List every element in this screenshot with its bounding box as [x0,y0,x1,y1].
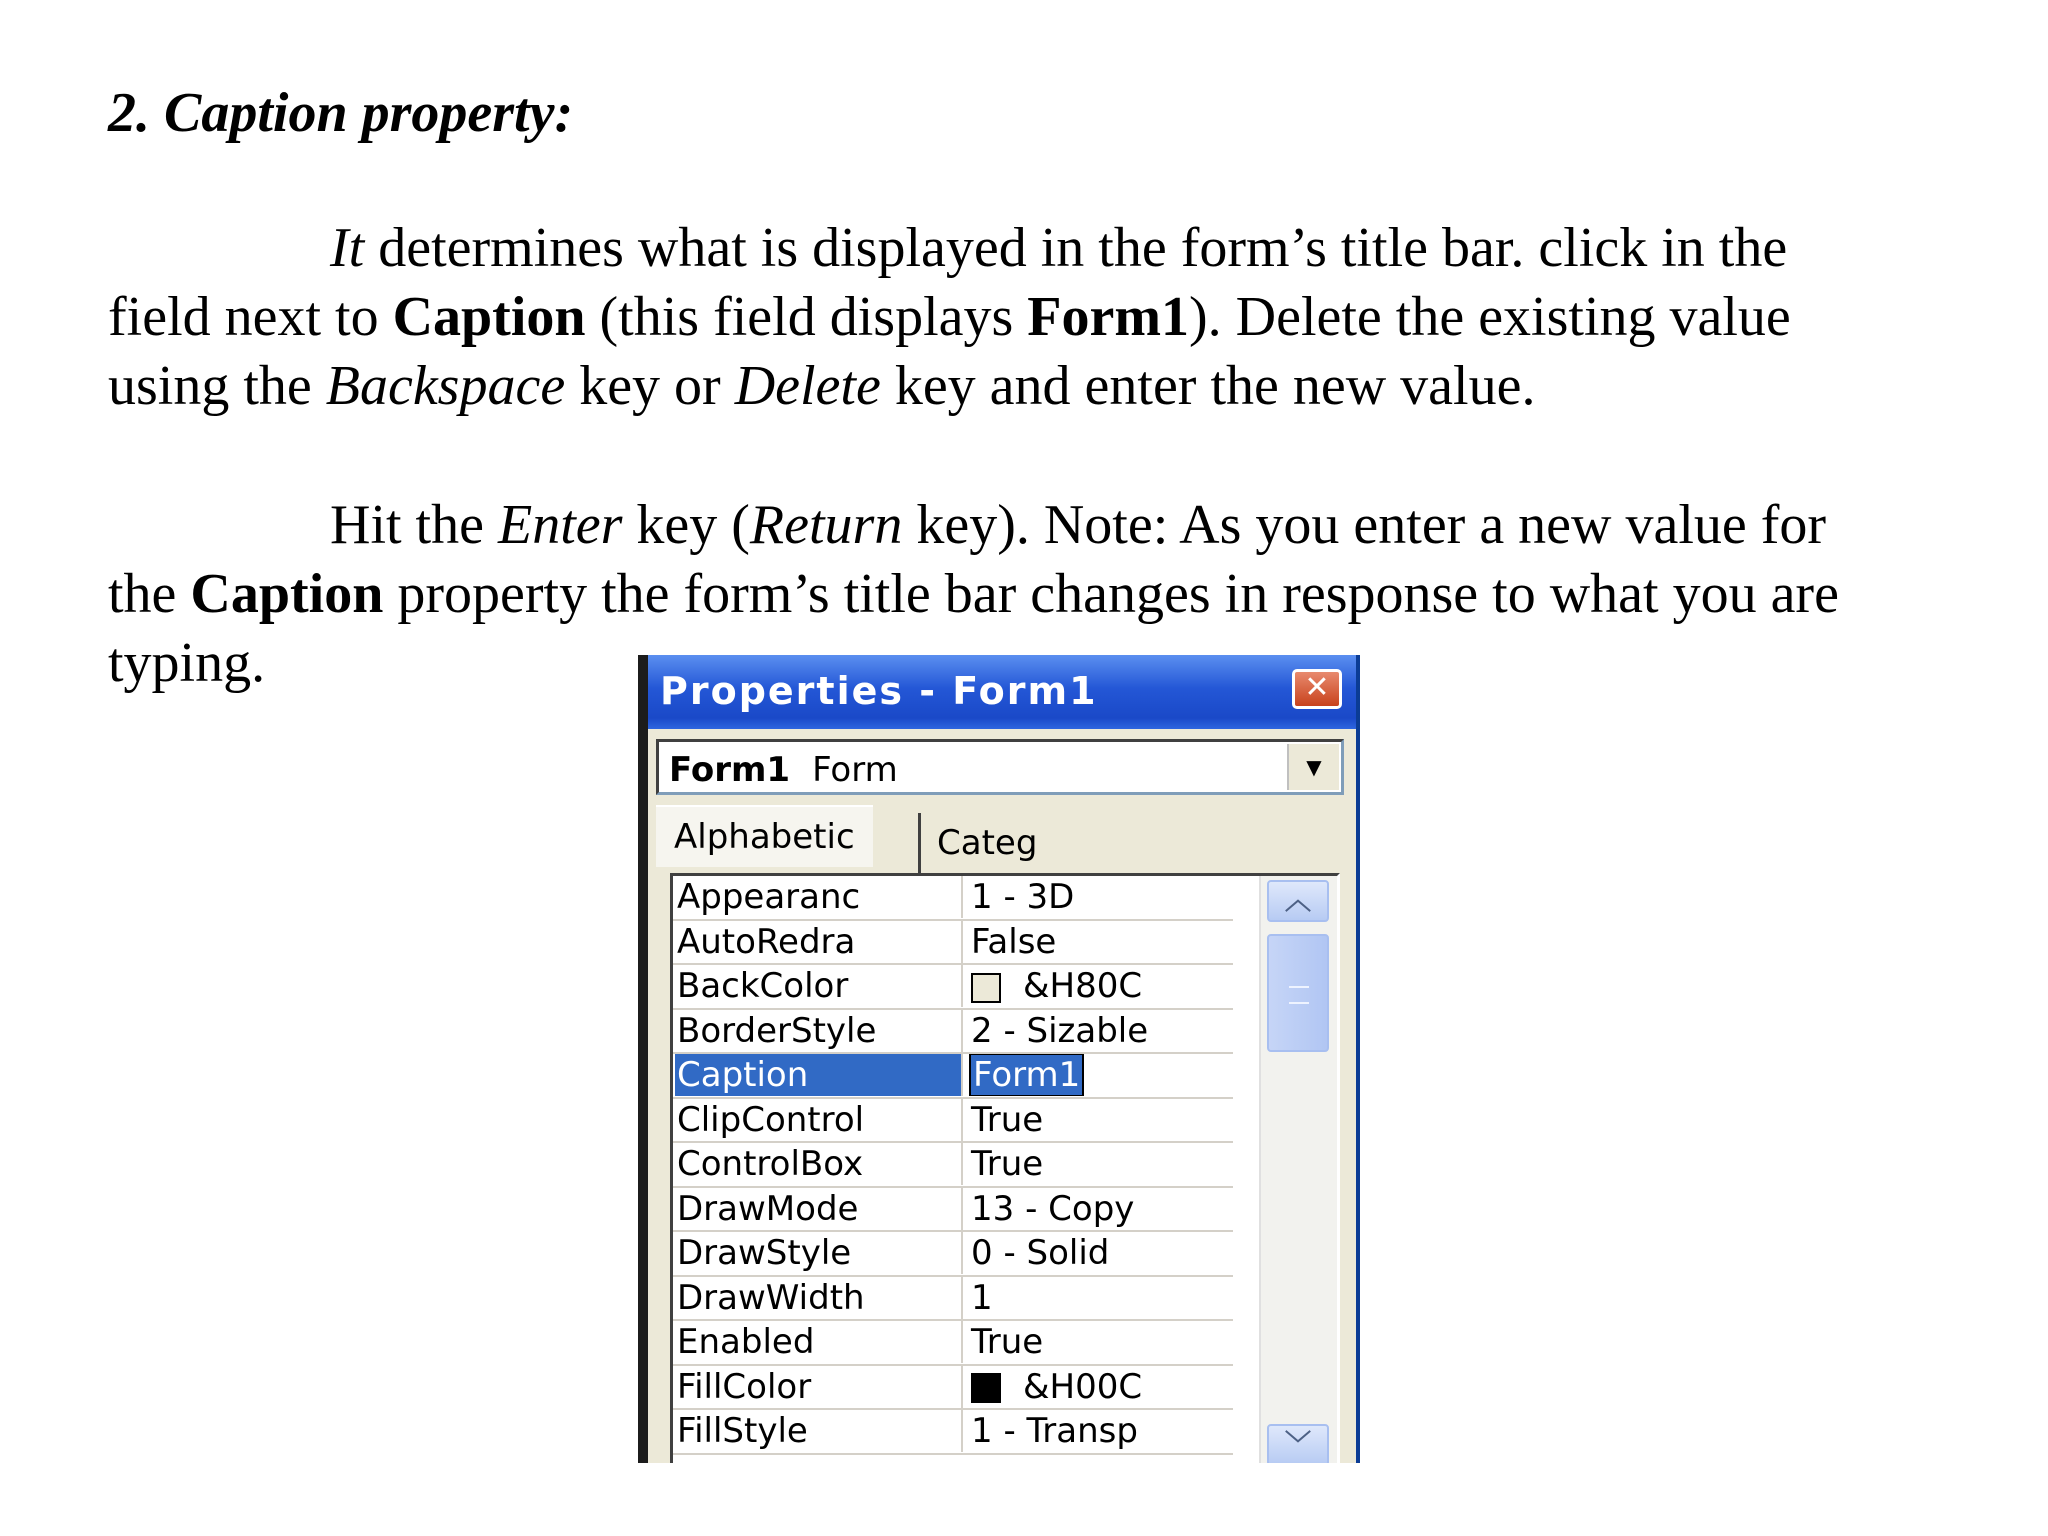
tab-strip [656,805,1356,869]
property-grid [673,876,1233,1455]
chevron-down-icon: ﹀ [1284,1430,1311,1460]
property-value[interactable] [965,1099,1231,1141]
property-value[interactable] [965,1188,1231,1230]
property-value[interactable] [965,1366,1231,1408]
text-run: ). Delete the existing value [1189,286,1791,348]
text-run: the [108,563,191,625]
paragraph-1-line-1 [108,214,1988,283]
property-value[interactable] [965,1010,1231,1052]
property-name[interactable]: FillStyle [675,1410,963,1452]
property-name[interactable]: ControlBox [675,1143,963,1185]
property-value-text: False [971,921,1057,962]
property-value-text: True [971,1099,1044,1140]
property-name[interactable]: ClipControl [675,1099,963,1141]
property-name[interactable]: Caption [675,1054,963,1096]
property-value[interactable] [965,1143,1231,1185]
property-value[interactable] [965,1232,1231,1274]
bold-caption: Caption [392,286,586,348]
vertical-scrollbar[interactable] [1259,876,1337,1463]
property-row-backcolor[interactable] [673,965,1233,1010]
bold-caption: Caption [190,563,384,625]
property-value[interactable] [965,1321,1231,1363]
property-row-caption[interactable] [673,1054,1233,1099]
property-name[interactable]: AutoRedra [675,921,963,963]
chevron-up-icon: ︿ [1284,886,1311,916]
property-value[interactable] [965,921,1231,963]
text-run: determines what is displayed in the form’s title bar. click in the [364,217,1788,279]
property-row-fillcolor[interactable] [673,1366,1233,1411]
scroll-down-button[interactable] [1267,1424,1329,1463]
property-name[interactable]: BackColor [675,965,963,1007]
property-row-clipcontrol[interactable] [673,1099,1233,1144]
property-value-text: &H00C [1023,1366,1143,1407]
paragraph-1-line-2 [108,283,1988,352]
emphasis-delete: Delete [734,355,881,417]
chevron-down-icon: ▼ [1306,755,1322,779]
property-name[interactable]: DrawStyle [675,1232,963,1274]
emphasis-enter: Enter [497,494,623,556]
property-row-autoredra[interactable] [673,921,1233,966]
property-row-fillstyle[interactable] [673,1410,1233,1455]
object-selector[interactable] [656,739,1344,795]
emphasis-backspace: Backspace [325,355,566,417]
property-row-enabled[interactable] [673,1321,1233,1366]
object-selector-text [669,750,898,790]
dropdown-button[interactable] [1287,744,1339,790]
property-value-text: True [971,1322,1044,1362]
property-value[interactable] [965,965,1231,1007]
text-run: field next to [108,286,393,348]
property-value[interactable] [965,1054,1231,1096]
section-heading: 2. Caption property: [108,82,574,144]
close-button[interactable] [1292,669,1342,709]
property-row-drawstyle[interactable] [673,1232,1233,1277]
property-row-appearanc[interactable] [673,876,1233,921]
property-value-text: 1 - Transp [971,1411,1138,1451]
text-run: key). Note: As you enter a new value for [902,494,1827,556]
title-bar[interactable] [648,655,1356,729]
emphasis-it: It [330,217,365,279]
scroll-thumb[interactable] [1267,934,1329,1052]
scroll-up-button[interactable] [1267,880,1329,922]
properties-window [638,655,1360,1463]
color-swatch [971,973,1001,1003]
property-value[interactable] [965,876,1231,918]
tab-categorized[interactable]: Categ [918,813,1055,873]
paragraph-1-line-3 [108,352,1988,421]
paragraph-1 [108,214,1988,421]
property-name[interactable]: DrawMode [675,1188,963,1230]
property-value-text: 13 - Copy [971,1188,1135,1229]
text-run: key ( [622,494,750,556]
property-name[interactable]: Appearanc [675,876,963,918]
text-run: (this field displays [585,286,1028,348]
property-value-text: True [971,1144,1044,1184]
property-row-controlbox[interactable] [673,1143,1233,1188]
property-value[interactable] [965,1410,1231,1452]
property-row-drawwidth[interactable] [673,1277,1233,1322]
property-row-borderstyle[interactable] [673,1010,1233,1055]
text-run: key or [565,355,735,417]
text-run: property the form’s title bar changes in response to what you are [383,563,1839,625]
paragraph-2-line-1 [108,491,1988,560]
tab-alphabetic[interactable]: Alphabetic [656,805,873,867]
close-icon: ✕ [1304,670,1330,705]
emphasis-return: Return [749,494,903,556]
property-name[interactable]: DrawWidth [675,1277,963,1319]
text-run: Hit the [330,494,498,556]
property-name[interactable]: BorderStyle [675,1010,963,1052]
text-run: key and enter the new value. [880,355,1536,417]
property-value-text: &H80C [1023,966,1143,1006]
property-value-text: 0 - Solid [971,1233,1110,1273]
object-type: Form [812,750,898,790]
property-value-text: 1 - 3D [971,877,1075,917]
object-name: Form1 [669,750,791,790]
property-value-text: 1 [971,1277,993,1318]
paragraph-2-line-2 [108,560,1988,629]
text-run: using the [108,355,326,417]
caption-edit-field[interactable]: Form1 [973,1055,1081,1095]
bold-form1: Form1 [1027,286,1189,348]
property-grid-container [670,873,1340,1463]
window-title: Properties - Form1 [660,669,1098,713]
property-name[interactable]: Enabled [675,1321,963,1363]
property-value-text: 2 - Sizable [971,1010,1149,1051]
property-name[interactable]: FillColor [675,1366,963,1408]
property-value[interactable] [965,1277,1231,1319]
grip-icon [1289,986,1309,1004]
property-row-drawmode[interactable] [673,1188,1233,1233]
paragraph-2-line-3: typing. [108,632,266,694]
color-swatch [971,1373,1001,1403]
